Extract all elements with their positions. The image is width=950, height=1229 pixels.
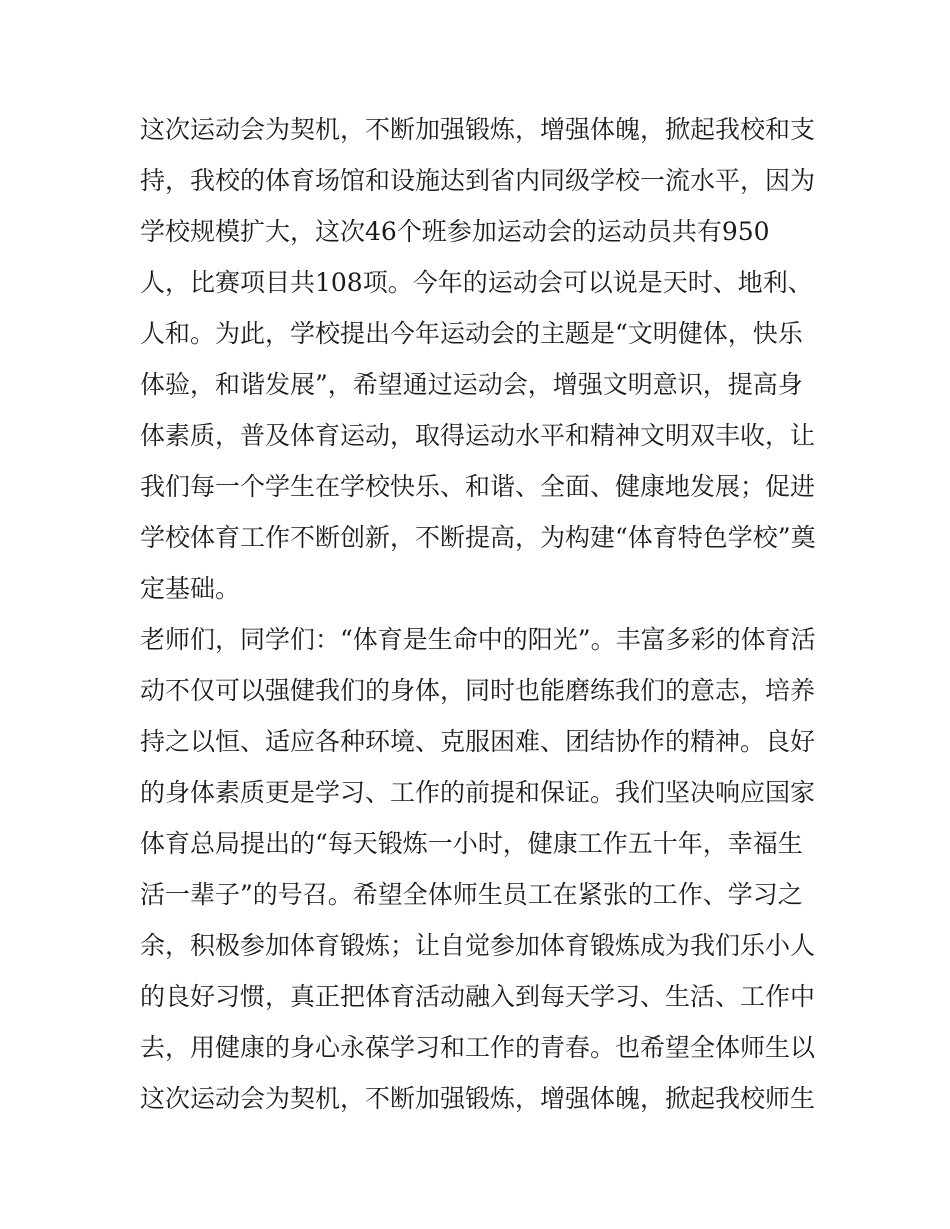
body-text <box>140 104 820 1124</box>
text-line: 体验，和谐发展”，希望通过运动会，增强文明意识，提高身 <box>140 370 803 399</box>
text-line: 这次运动会为契机，不断加强锻炼，增强体魄，掀起我校师生 <box>140 1084 816 1113</box>
text-line: 学校体育工作不断创新，不断提高，为构建“体育特色学校”奠 <box>140 523 816 552</box>
text-line: 学校规模扩大，这次46个班参加运动会的运动员共有950 <box>140 217 770 246</box>
text-line: 我们每一个学生在学校快乐、和谐、全面、健康地发展；促进 <box>140 472 816 501</box>
text-line: 动不仅可以强健我们的身体，同时也能磨练我们的意志，培养 <box>140 676 816 705</box>
text-line: 体育总局提出的“每天锻炼一小时，健康工作五十年，幸福生 <box>140 829 803 858</box>
text-line: 这次运动会为契机，不断加强锻炼，增强体魄，掀起我校和支 <box>140 115 816 144</box>
text-line: 人，比赛项目共108项。今年的运动会可以说是天时、地利、 <box>140 268 813 297</box>
text-line: 的良好习惯，真正把体育活动融入到每天学习、生活、工作中 <box>140 982 816 1011</box>
text-line: 体素质，普及体育运动，取得运动水平和精神文明双丰收，让 <box>140 421 816 450</box>
text-line: 活一辈子”的号召。希望全体师生员工在紧张的工作、学习之 <box>140 880 803 909</box>
text-line: 持，我校的体育场馆和设施达到省内同级学校一流水平，因为 <box>140 166 816 195</box>
text-line: 余，积极参加体育锻炼；让自觉参加体育锻炼成为我们乐小人 <box>140 931 816 960</box>
text-line: 持之以恒、适应各种环境、克服困难、团结协作的精神。良好 <box>140 727 816 756</box>
text-line: 老师们，同学们：“体育是生命中的阳光”。丰富多彩的体育活 <box>140 625 816 654</box>
text-line: 定基础。 <box>140 574 241 603</box>
text-line: 人和。为此，学校提出今年运动会的主题是“文明健体，快乐 <box>140 319 803 348</box>
text-line: 的身体素质更是学习、工作的前提和保证。我们坚决响应国家 <box>140 778 816 807</box>
text-line: 去，用健康的身心永葆学习和工作的青春。也希望全体师生以 <box>140 1033 816 1062</box>
